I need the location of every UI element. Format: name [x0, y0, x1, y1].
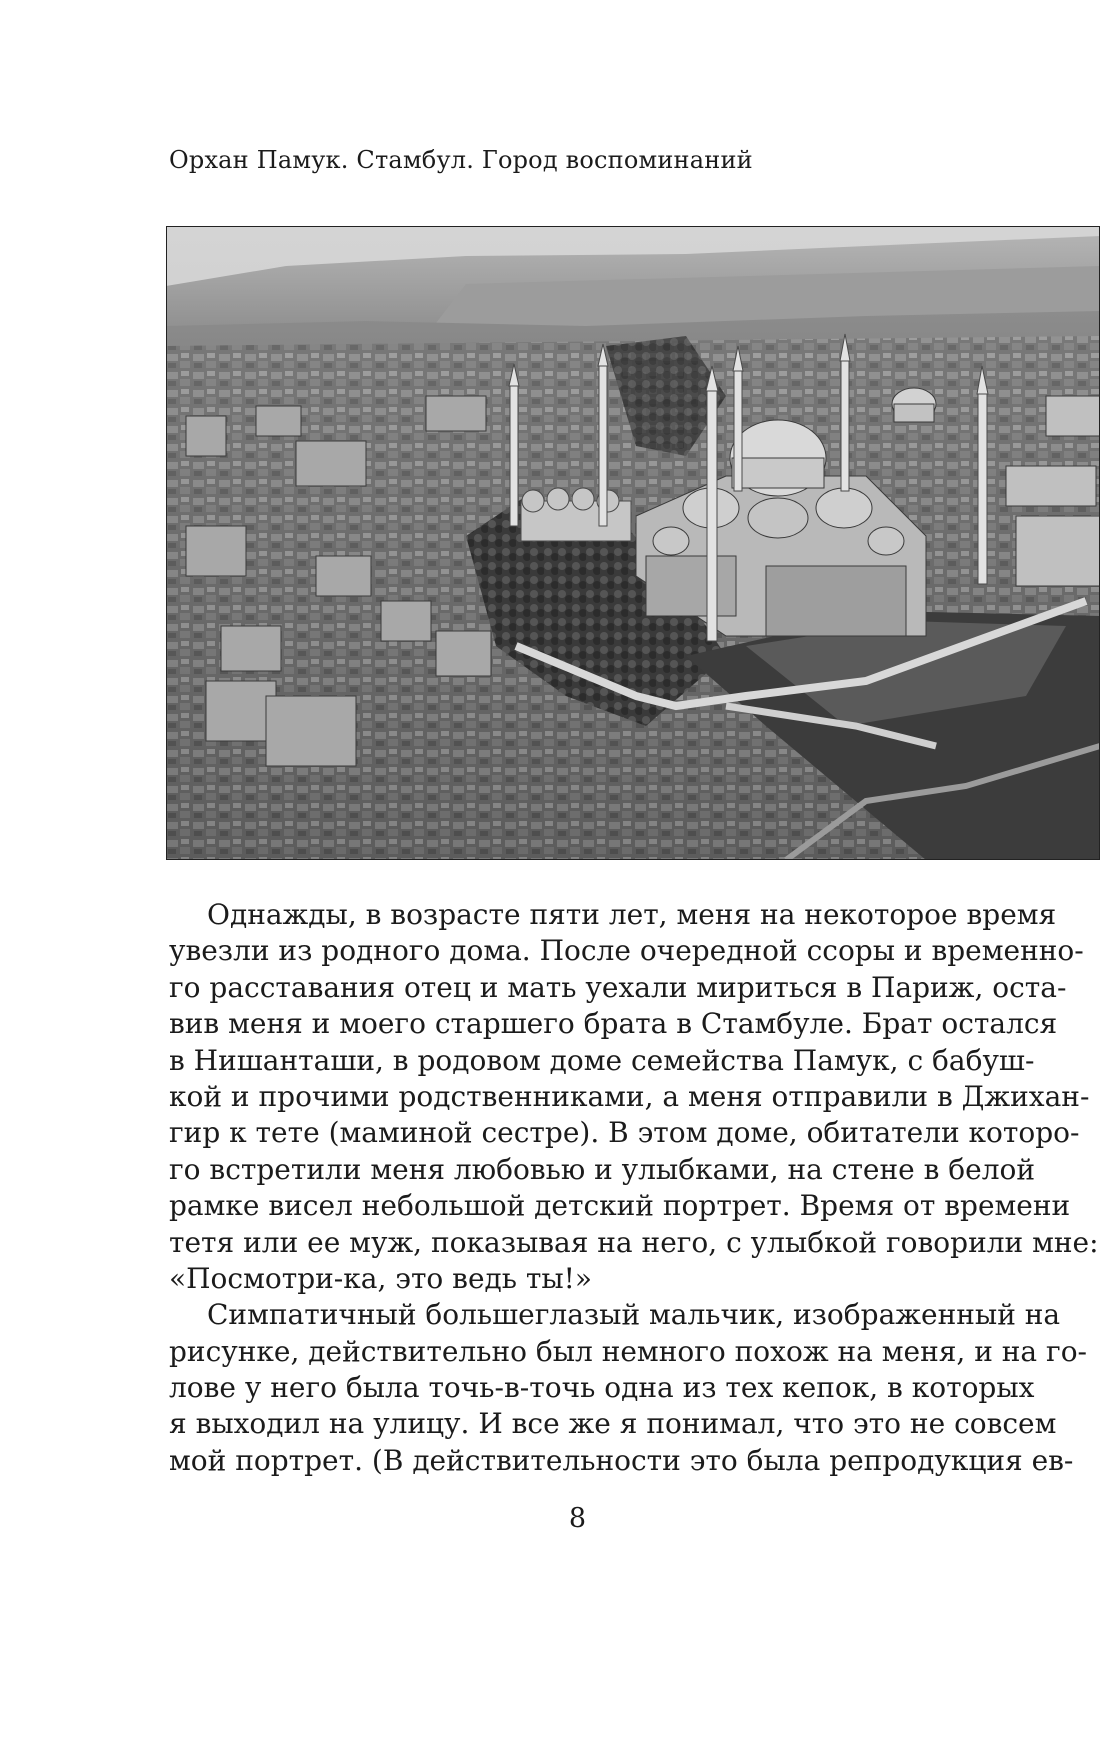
- mosque-photo: [166, 226, 1100, 860]
- text-line: рамке висел небольшой детский портрет. Время от времени: [169, 1189, 1071, 1223]
- text-line: го расставания отец и мать уехали мириться в Париж, оста-: [169, 970, 1067, 1004]
- running-header: Орхан Памук. Стамбул. Город воспоминаний: [169, 146, 753, 174]
- page-number: 8: [568, 1503, 587, 1534]
- text-line: в Нишанташи, в родовом доме семейства Памук, с бабуш-: [169, 1043, 1035, 1077]
- text-line: Симпатичный большеглазый мальчик, изображенный на: [207, 1298, 1061, 1332]
- body-text: [169, 897, 1099, 1479]
- text-line: вив меня и моего старшего брата в Стамбуле. Брат остался: [169, 1007, 1058, 1041]
- mosque-photo-illustration: [166, 226, 1100, 860]
- text-line: Однажды, в возрасте пяти лет, меня на некоторое время: [207, 898, 1057, 931]
- text-line: лове у него была точь-в-точь одна из тех кепок, в которых: [169, 1371, 1035, 1405]
- text-line: кой и прочими родственниками, а меня отправили в Джихан-: [169, 1079, 1090, 1113]
- text-line: гир к тете (маминой сестре). В этом доме, обитатели которо-: [169, 1116, 1080, 1150]
- text-line: рисунке, действительно был немного похож на меня, и на го-: [169, 1334, 1088, 1368]
- text-line: я выходил на улицу. И все же я понимал, что это не совсем: [169, 1407, 1057, 1441]
- text-line: мой портрет. (В действительности это была репродукция ев-: [169, 1443, 1074, 1477]
- text-line: го встретили меня любовью и улыбками, на стене в белой: [169, 1152, 1036, 1186]
- text-line: «Посмотри-ка, это ведь ты!»: [169, 1261, 593, 1295]
- text-line: тетя или ее муж, показывая на него, с улыбкой говорили мне:: [169, 1225, 1099, 1259]
- text-line: увезли из родного дома. После очередной ссоры и временно-: [169, 934, 1084, 968]
